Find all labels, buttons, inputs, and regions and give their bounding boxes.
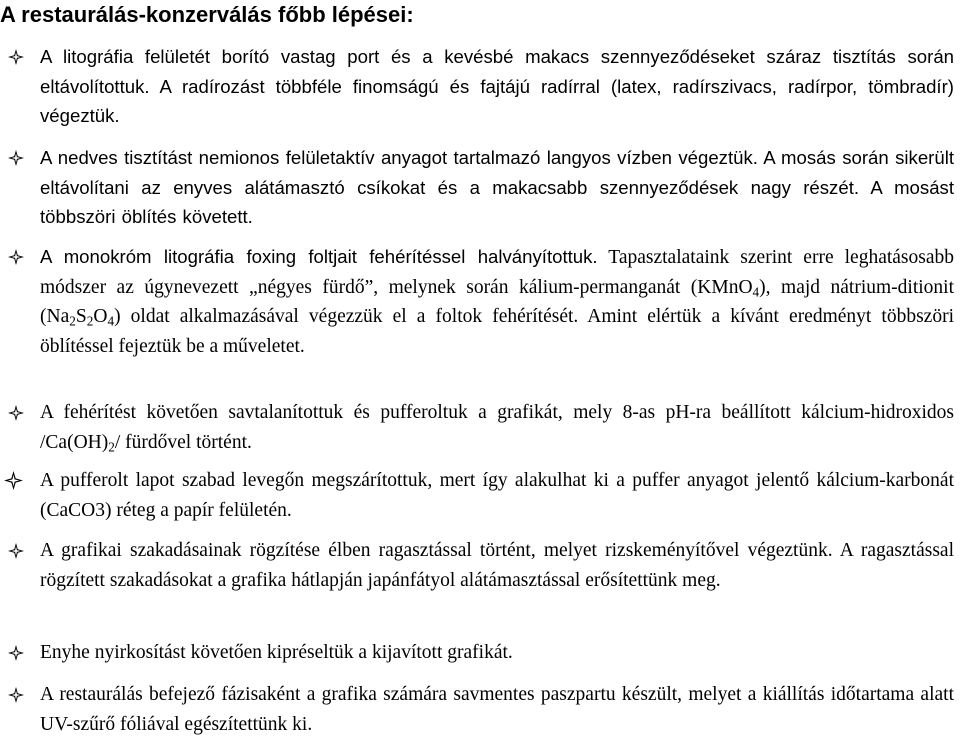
list-item — [40, 466, 954, 525]
list-item-text-part: / fürdővel történt. — [114, 431, 252, 453]
diamond-bullet-icon — [8, 405, 24, 421]
list-item-text-part: Tapasztalataink szerint erre leghatásosabb módszer az úgynevezett „négyes fürdő”, melynek során kálium-permanganát (KMnO — [40, 247, 955, 298]
diamond-bullet-icon — [8, 150, 24, 166]
list-item-text-part: S — [75, 306, 87, 327]
subscript: 4 — [107, 313, 115, 329]
page-title: A restaurálás-konzerválás főbb lépései: — [0, 2, 414, 27]
list-item-text: A pufferolt lapot szabad levegőn megszárítottuk, mert így alakulhat ki a puffer anyagot jelentő kálcium-karbonát (CaCO3) réteg a papír felületén. — [40, 470, 954, 521]
list-item — [40, 398, 954, 457]
list-item — [40, 536, 954, 595]
diamond-bullet-icon — [4, 471, 23, 490]
list-item — [40, 42, 954, 131]
list-item-text: Enyhe nyirkosítást követően kipréseltük a kijavított grafikát. — [40, 642, 513, 663]
list-item-text: A restaurálás befejező fázisaként a grafika számára savmentes paszpartu készült, melyet a kiállítás időtartama alatt UV-szűrő fóliával egészítettünk ki. — [40, 684, 954, 735]
diamond-bullet-icon — [8, 49, 24, 65]
list-item — [40, 680, 954, 739]
list-item-text — [40, 242, 954, 361]
list-item-text: A litográfia felületét borító vastag port és a kevésbé makacs szennyeződéseket száraz tisztítás során eltávolítottuk. A radírozást többféle finomságú és fajtájú radírral (latex, radírszivacs, radírpor, tömbradír) végeztük. — [40, 46, 954, 126]
diamond-bullet-icon — [8, 687, 24, 703]
subscript: 4 — [752, 283, 760, 299]
list-item-text-part: A fehérítést követően savtalanítottuk és pufferoltuk a grafikát, mely 8-as pH-ra beállított kálcium-hidroxidos /Ca(OH) — [40, 402, 954, 453]
list-item-text-part: ) oldat alkalmazásával végezzük el a foltok fehérítését. Amint elértük a kívánt eredményt többszöri öblítéssel fejeztük be a műveletet. — [40, 306, 954, 357]
list-item-text-part: O — [93, 306, 108, 327]
list-item — [40, 242, 954, 361]
subscript: 2 — [69, 313, 76, 329]
list-item — [40, 638, 954, 668]
list-item-text — [40, 398, 954, 457]
list-item-text: A nedves tisztítást nemionos felületaktív anyagot tartalmazó langyos vízben végeztük. A mosás során sikerült eltávolítani az enyves alátámasztó csíkokat és a makacsabb szennyeződések nagy részét. A mosást többszöri öblítés követett. — [40, 147, 954, 227]
subscript: 2 — [108, 438, 115, 454]
list-item-text: A grafikai szakadásainak rögzítése élben ragasztással történt, melyet rizskeményítővel végeztünk. A ragasztással rögzített szakadásokat a grafika hátlapján japánfátyol alátámasztással erősítettünk meg. — [40, 540, 954, 591]
list-item — [40, 143, 954, 232]
subscript: 2 — [86, 313, 94, 329]
list-item-text-sans: A monokróm litográfia foxing foltjait fehérítéssel halványítottuk. — [40, 246, 598, 267]
diamond-bullet-icon — [8, 543, 24, 559]
diamond-bullet-icon — [8, 645, 24, 661]
diamond-bullet-icon — [8, 249, 24, 265]
list-item-text-part: ), majd nátrium-ditionit (Na — [40, 276, 954, 327]
